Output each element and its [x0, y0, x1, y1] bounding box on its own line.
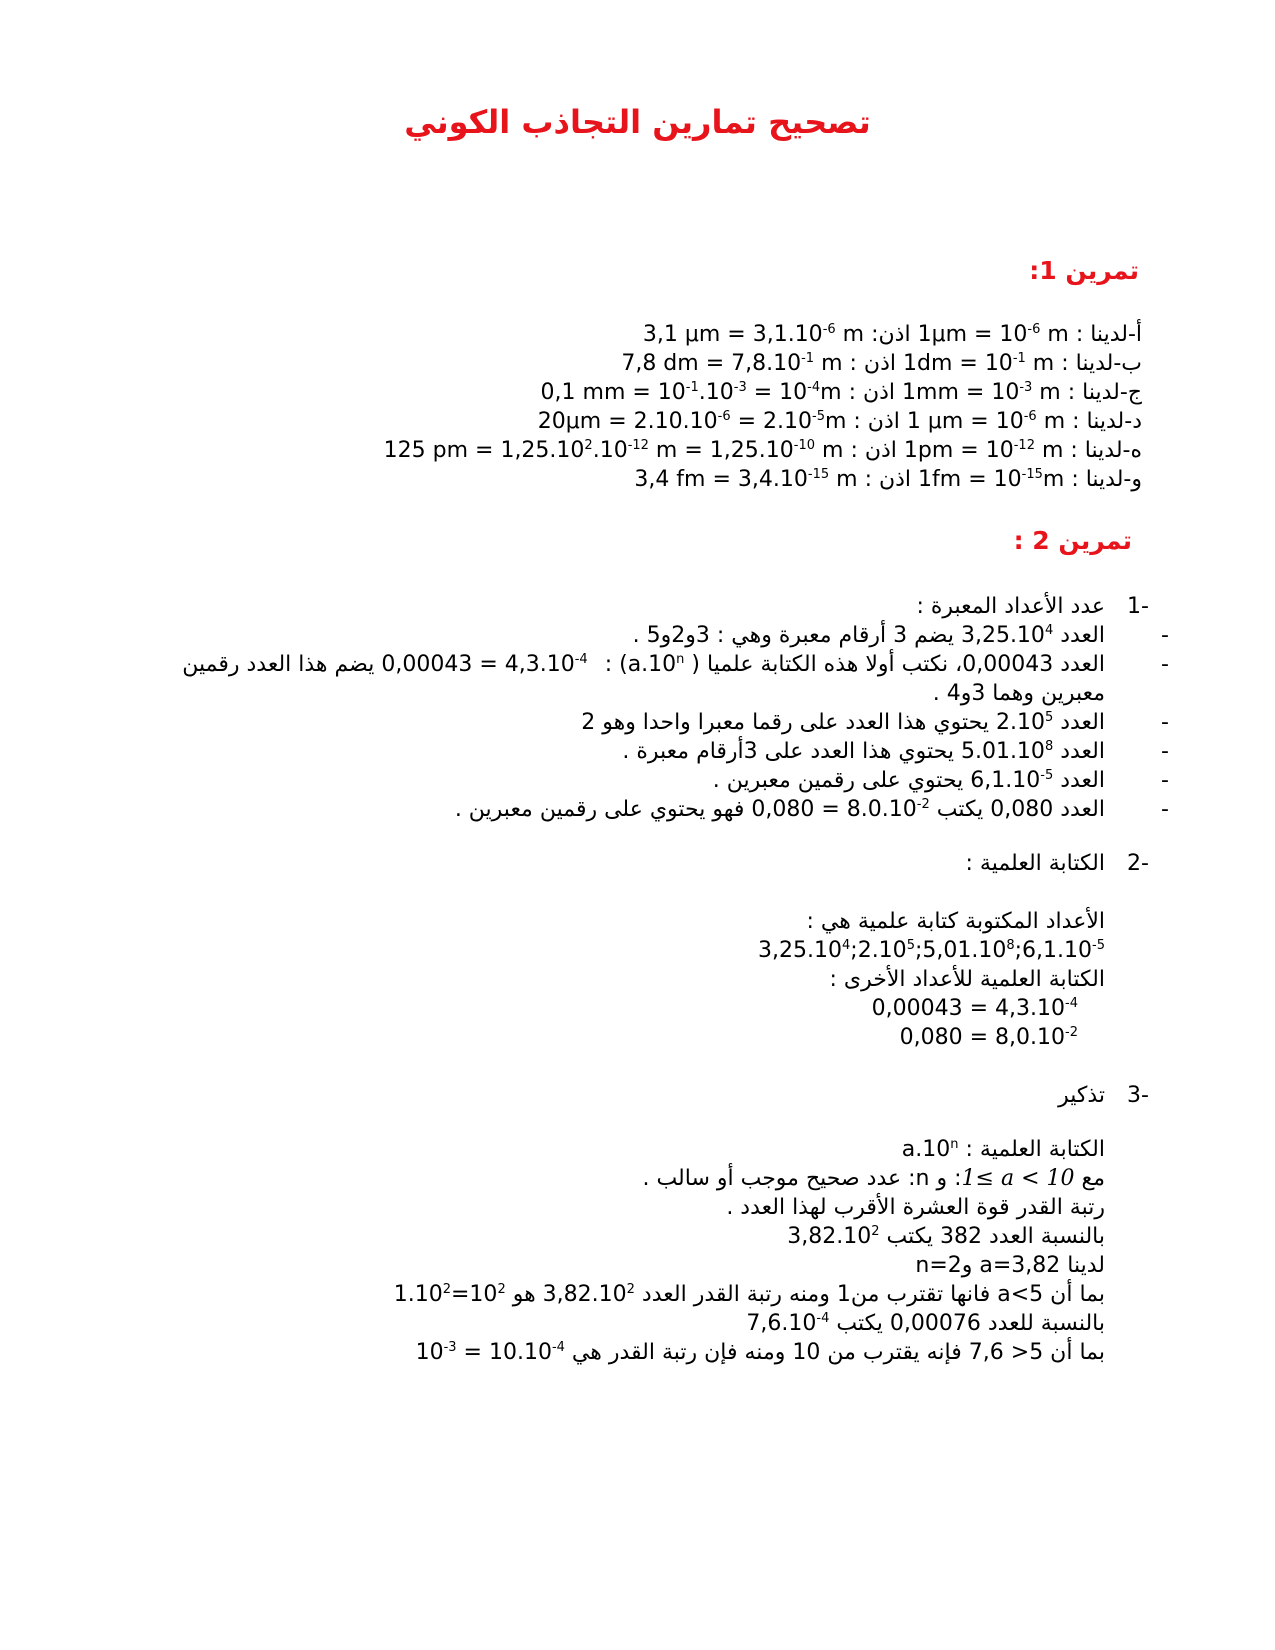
section-number: -2: [1127, 851, 1149, 876]
ex1-line-b: ب-لدينا : $1dm = 10^{-1}$ m اذن : 7,8 dm = $7,8.10^{-1}$ m: [621, 351, 1142, 376]
ex2-section2-title: -2 الكتابة العلمية :: [965, 851, 1149, 876]
list-item: - العدد 0,00043، نكتب أولا هذه الكتابة علميا ( a.10$^n$) : $0,00043 = 4,3.10^{-4}$ يضم هذا العدد رقمين: [182, 652, 1169, 677]
list-item: - العدد 2.10$^5$ يحتوي هذا العدد على رقما معبرا واحدا وهو 2: [581, 710, 1169, 735]
ex1-line-e: ه-لدينا : $1pm = 10^{-12}$ m اذن : 125 pm = $1,25.10^2.10^{-12}$ $m = 1,25.10^{-10}$ m: [383, 438, 1142, 463]
ex2-s2-line-4: $0,00043 = 4,3.10^{-4}$: [871, 996, 1078, 1021]
list-item: - العدد 0,080 يكتب $0,080 = 8.0.10^{-2}$ فهو يحتوي على رقمين معبرين .: [454, 797, 1169, 822]
ex2-s3-line-4: بالنسبة العدد 382 يكتب 3,82.10$^2$: [787, 1224, 1105, 1249]
ex2-s3-line-7: بالنسبة للعدد 0,00076 يكتب $7,6.10^{-4}$: [746, 1311, 1105, 1336]
ex1-line-a: أ-لدينا : $1\mu m = 10^{-6}$ m اذن: 3,1 $\mu m = 3,1.10^{-6}$ m: [642, 322, 1142, 347]
page-title: تصحيح تمارين التجاذب الكوني: [404, 103, 871, 141]
list-item: - العدد 3,25.10$^4$ يضم 3 أرقام معبرة وهي : 3و2و5 .: [632, 623, 1169, 648]
exercise-2-heading: تمرين 2 :: [1013, 526, 1132, 555]
ex1-line-f: و-لدينا : $1fm = 10^{-15}m$ اذن : 3,4 fm = $3,4.10^{-15}$ m: [634, 467, 1142, 492]
ex2-section1-title: -1 عدد الأعداد المعبرة :: [916, 594, 1149, 619]
list-item: - العدد $6,1.10^{-5}$ يحتوي على رقمين معبرين .: [712, 768, 1169, 793]
exercise-1-heading: تمرين 1:: [1029, 256, 1139, 285]
ex2-s2-line-1: الأعداد المكتوبة كتابة علمية هي :: [806, 909, 1105, 934]
section-number: -3: [1127, 1083, 1149, 1108]
ex1-line-c: ج-لدينا : $1mm = 10^{-3}$ m اذن : 0,1 mm = $10^{-1}.10^{-3} = 10^{-4}m$: [540, 380, 1142, 405]
ex2-s3-line-8: بما أن 5< 7,6 فإنه يقترب من 10 ومنه فإن رتبة القدر هي $10^{-3} = 10.10^{-4}$: [415, 1340, 1105, 1365]
ex2-s3-line-2: مع 1≤ a < 10: و n: عدد صحيح موجب أو سالب .: [642, 1166, 1105, 1191]
ex2-s3-line-6: بما أن a<5 فانها تقترب من1 ومنه رتبة القدر العدد 3,82.10$^2$ هو $1.10^2=10^2$: [393, 1282, 1105, 1307]
ex2-s3-line-5: لدينا a=3,82 وn=2: [915, 1253, 1105, 1278]
ex2-s3-line-1: الكتابة العلمية : a.10$^n$: [901, 1137, 1105, 1162]
ex2-section1-list: [182, 621, 1169, 824]
ex2-section3-title: -3 تذكير: [1058, 1083, 1149, 1108]
list-item-continuation: معبرين وهما 3و4 .: [932, 681, 1105, 706]
ex2-s2-line-5: $0,080 = 8,0.10^{-2}$: [899, 1025, 1078, 1050]
ex2-s2-line-2: $3,25.10^4;2.10^5;5,01.10^8;6,1.10^{-5}$: [758, 938, 1105, 963]
section-number: -1: [1127, 594, 1149, 619]
ex2-s2-line-3: الكتابة العلمية للأعداد الأخرى :: [829, 967, 1105, 992]
list-item: - العدد 5.01.10$^8$ يحتوي هذا العدد على 3أرقام معبرة .: [622, 739, 1169, 764]
ex1-line-d: د-لدينا : 1 $\mu m = 10^{-6}$ m اذن : $20\mu m = 2.10.10^{-6} = 2.10^{-5}m$: [537, 409, 1142, 434]
ex2-s3-line-3: رتبة القدر قوة العشرة الأقرب لهذا العدد .: [726, 1195, 1105, 1220]
